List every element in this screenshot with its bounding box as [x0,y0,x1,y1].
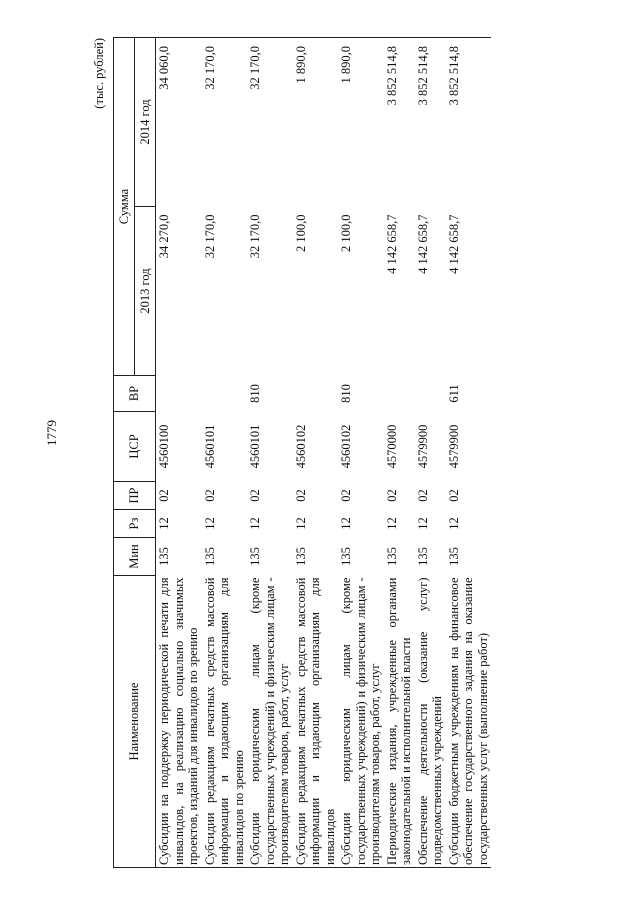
header-vr: ВР [114,376,156,412]
header-2014: 2014 год [135,38,156,207]
row-rz: 12 [339,517,353,530]
row-amount-2013: 32 170,0 [202,214,217,259]
row-min: 135 [202,547,217,566]
row-min: 135 [339,547,353,566]
table-row [338,38,384,868]
row-vr [293,376,339,412]
row-name: Обеспечение деятельности (оказание услуг) подведомственных учреждений [415,576,446,868]
row-rz: 12 [157,517,171,530]
row-amount-2014: 1 890,0 [293,38,339,207]
row-vr [202,376,248,412]
row-amount-2013: 2 100,0 [293,214,308,252]
row-min: 135 [415,547,430,566]
header-sum: Сумма [114,38,135,376]
row-vr: 810 [248,384,262,403]
header-min: Мин [114,538,156,576]
row-rz: 12 [202,517,217,530]
header-pr: ПР [114,482,156,510]
row-amount-2014: 3 852 514,8 [384,38,415,207]
row-amount-2014: 34 060,0 [156,38,202,207]
rotated-page [92,38,562,868]
table-row [293,38,339,868]
table-row [202,38,248,868]
row-rz: 12 [415,517,430,530]
row-pr: 02 [202,489,217,502]
row-name: Субсидии на поддержку периодической печати для инвалидов, на реализацию социально значимых проектов, изданий для инвалидов по зрению [156,576,202,868]
units-label: (тыс. рублей) [92,38,106,109]
table-row [446,38,492,868]
row-csr: 4570000 [384,424,399,469]
row-csr: 4560101 [202,424,217,469]
row-vr [156,376,202,412]
row-csr: 4560100 [157,424,171,469]
row-amount-2013: 34 270,0 [157,214,171,259]
row-name: Субсидии бюджетным учреждениям на финансовое обеспечение государственного задания на оказание государственных услуг (выполнение работ) [446,576,492,868]
row-pr: 02 [446,489,461,502]
table-row [156,38,202,868]
row-pr: 02 [384,489,399,502]
header-name: Наименование [114,576,156,868]
page-number: 1779 [44,420,59,446]
row-amount-2013: 4 142 658,7 [384,214,399,274]
row-csr: 4579900 [446,424,461,469]
row-amount-2014: 32 170,0 [247,38,293,207]
header-2013: 2013 год [135,207,156,376]
row-amount-2013: 4 142 658,7 [415,214,430,274]
row-pr: 02 [339,489,353,502]
table-row [384,38,415,868]
row-rz: 12 [293,517,308,530]
row-rz: 12 [384,517,399,530]
row-min: 135 [446,547,461,566]
row-csr: 4560102 [339,424,353,469]
row-name: Периодические издания, учрежденные органами законодательной и исполнительной власти [384,576,415,868]
row-name: Субсидии редакциям печатных средств массовой информации и издающим организациям для инвалидов по зрению [202,576,248,868]
header-rz: Рз [114,510,156,538]
row-rz: 12 [248,517,262,530]
row-amount-2014: 3 852 514,8 [415,38,446,207]
row-vr: 810 [339,384,353,403]
row-min: 135 [384,547,399,566]
table-body [156,38,492,868]
table-row [247,38,293,868]
row-name: Субсидии юридическим лицам (кроме государственных учреждений) и физическим лицам - производителям товаров, работ, услуг [247,576,293,868]
header-csr: ЦСР [114,412,156,482]
row-amount-2014: 1 890,0 [338,38,384,207]
row-pr: 02 [157,489,171,502]
row-vr [415,376,446,412]
row-amount-2013: 32 170,0 [248,214,262,259]
budget-table [113,37,491,868]
row-amount-2013: 2 100,0 [339,214,353,252]
row-pr: 02 [248,489,262,502]
row-pr: 02 [293,489,308,502]
row-rz: 12 [446,517,461,530]
row-min: 135 [248,547,262,566]
row-csr: 4560101 [248,424,262,469]
row-vr: 611 [446,384,461,403]
row-amount-2013: 4 142 658,7 [446,214,461,274]
row-csr: 4579900 [415,424,430,469]
row-min: 135 [293,547,308,566]
row-pr: 02 [415,489,430,502]
row-amount-2014: 3 852 514,8 [446,38,492,207]
row-name: Субсидии редакциям печатных средств массовой информации и издающим организациям для инвалидов [293,576,339,868]
row-min: 135 [157,547,171,566]
row-amount-2014: 32 170,0 [202,38,248,207]
row-csr: 4560102 [293,424,308,469]
row-vr [384,376,415,412]
table-row [415,38,446,868]
row-name: Субсидии юридическим лицам (кроме государственных учреждений) и физическим лицам - производителям товаров, работ, услуг [338,576,384,868]
